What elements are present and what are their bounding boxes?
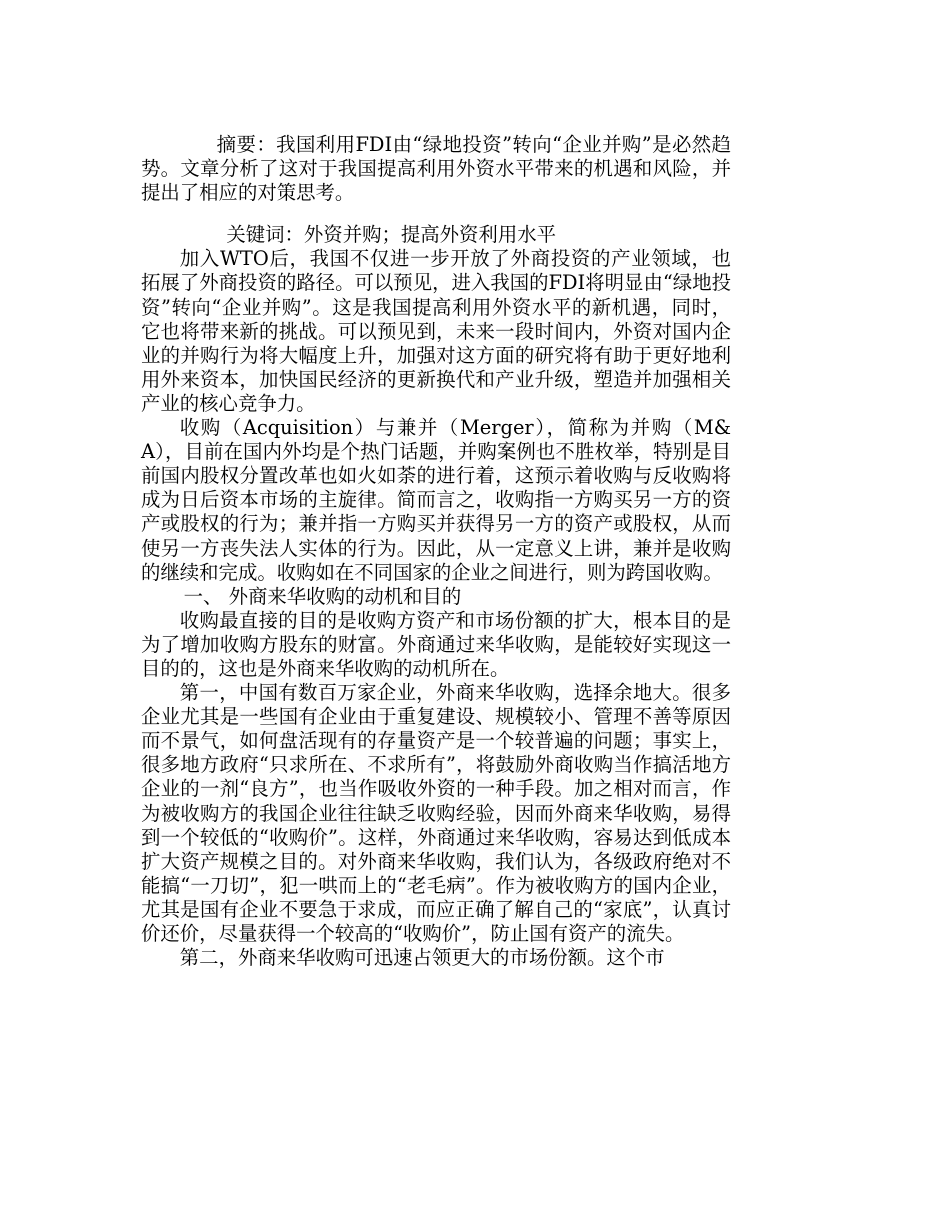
section-heading: 一、 外商来华收购的动机和目的: [183, 584, 462, 608]
body-paragraph: 收购最直接的目的是收购方资产和市场份额的扩大，根本目的是为了增加收购方股东的财富。外商通过来华收购，是能较好实现这一目的的，这也是外商来华收购的动机所在。: [141, 608, 731, 680]
body-paragraph: 加入WTO后，我国不仅进一步开放了外商投资的产业领域，也拓展了外商投资的路径。可以预见，进入我国的FDI将明显由“绿地投资”转向“企业并购”。这是我国提高利用外资水平的新机遇，同时，它也将带来新的挑战。可以预见到，未来一段时间内，外资对国内企业的并购行为将大幅度上升，加强对这方面的研究将有助于更好地利用外来资本，加快国民经济的更新换代和产业升级，塑造并加强相关产业的核心竞争力。: [141, 247, 731, 415]
body-paragraph: 收购（Acquisition）与兼并（Merger），简称为并购（M&A），目前在国内外均是个热门话题，并购案例也不胜枚举，特别是目前国内股权分置改革也如火如荼的进行着，这预示着收购与反收购将成为日后资本市场的主旋律。简而言之，收购指一方购买另一方的资产或股权的行为；兼并指一方购买并获得另一方的资产或股权，从而使另一方丧失法人实体的行为。因此，从一定意义上讲，兼并是收购的继续和完成。收购如在不同国家的企业之间进行，则为跨国收购。: [141, 416, 731, 584]
body-paragraph: 第一，中国有数百万家企业，外商来华收购，选择余地大。很多企业尤其是一些国有企业由于重复建设、规模较小、管理不善等原因而不景气，如何盘活现有的存量资产是一个较普遍的问题；事实上，很多地方政府“只求所在、不求所有”，将鼓励外商收购当作搞活地方企业的一剂“良方”，也当作吸收外资的一种手段。加之相对而言，作为被收购方的我国企业往往缺乏收购经验，因而外商来华收购，易得到一个较低的“收购价”。这样，外商通过来华收购，容易达到低成本扩大资产规模之目的。对外商来华收购，我们认为，各级政府绝对不能搞“一刀切”，犯一哄而上的“老毛病”。作为被收购方的国内企业，尤其是国有企业不要急于求成，而应正确了解自己的“家底”，认真讨价还价，尽量获得一个较高的“收购价”，防止国有资产的流失。: [141, 681, 731, 945]
keywords-line: 关键词：外资并购；提高外资利用水平: [226, 223, 556, 247]
document-page: [141, 133, 731, 970]
body-paragraph: 第二，外商来华收购可迅速占领更大的市场份额。这个市: [179, 946, 665, 970]
abstract-paragraph: 摘要：我国利用FDI由“绿地投资”转向“企业并购”是必然趋势。文章分析了这对于我国提高利用外资水平带来的机遇和风险，并提出了相应的对策思考。: [141, 133, 731, 205]
